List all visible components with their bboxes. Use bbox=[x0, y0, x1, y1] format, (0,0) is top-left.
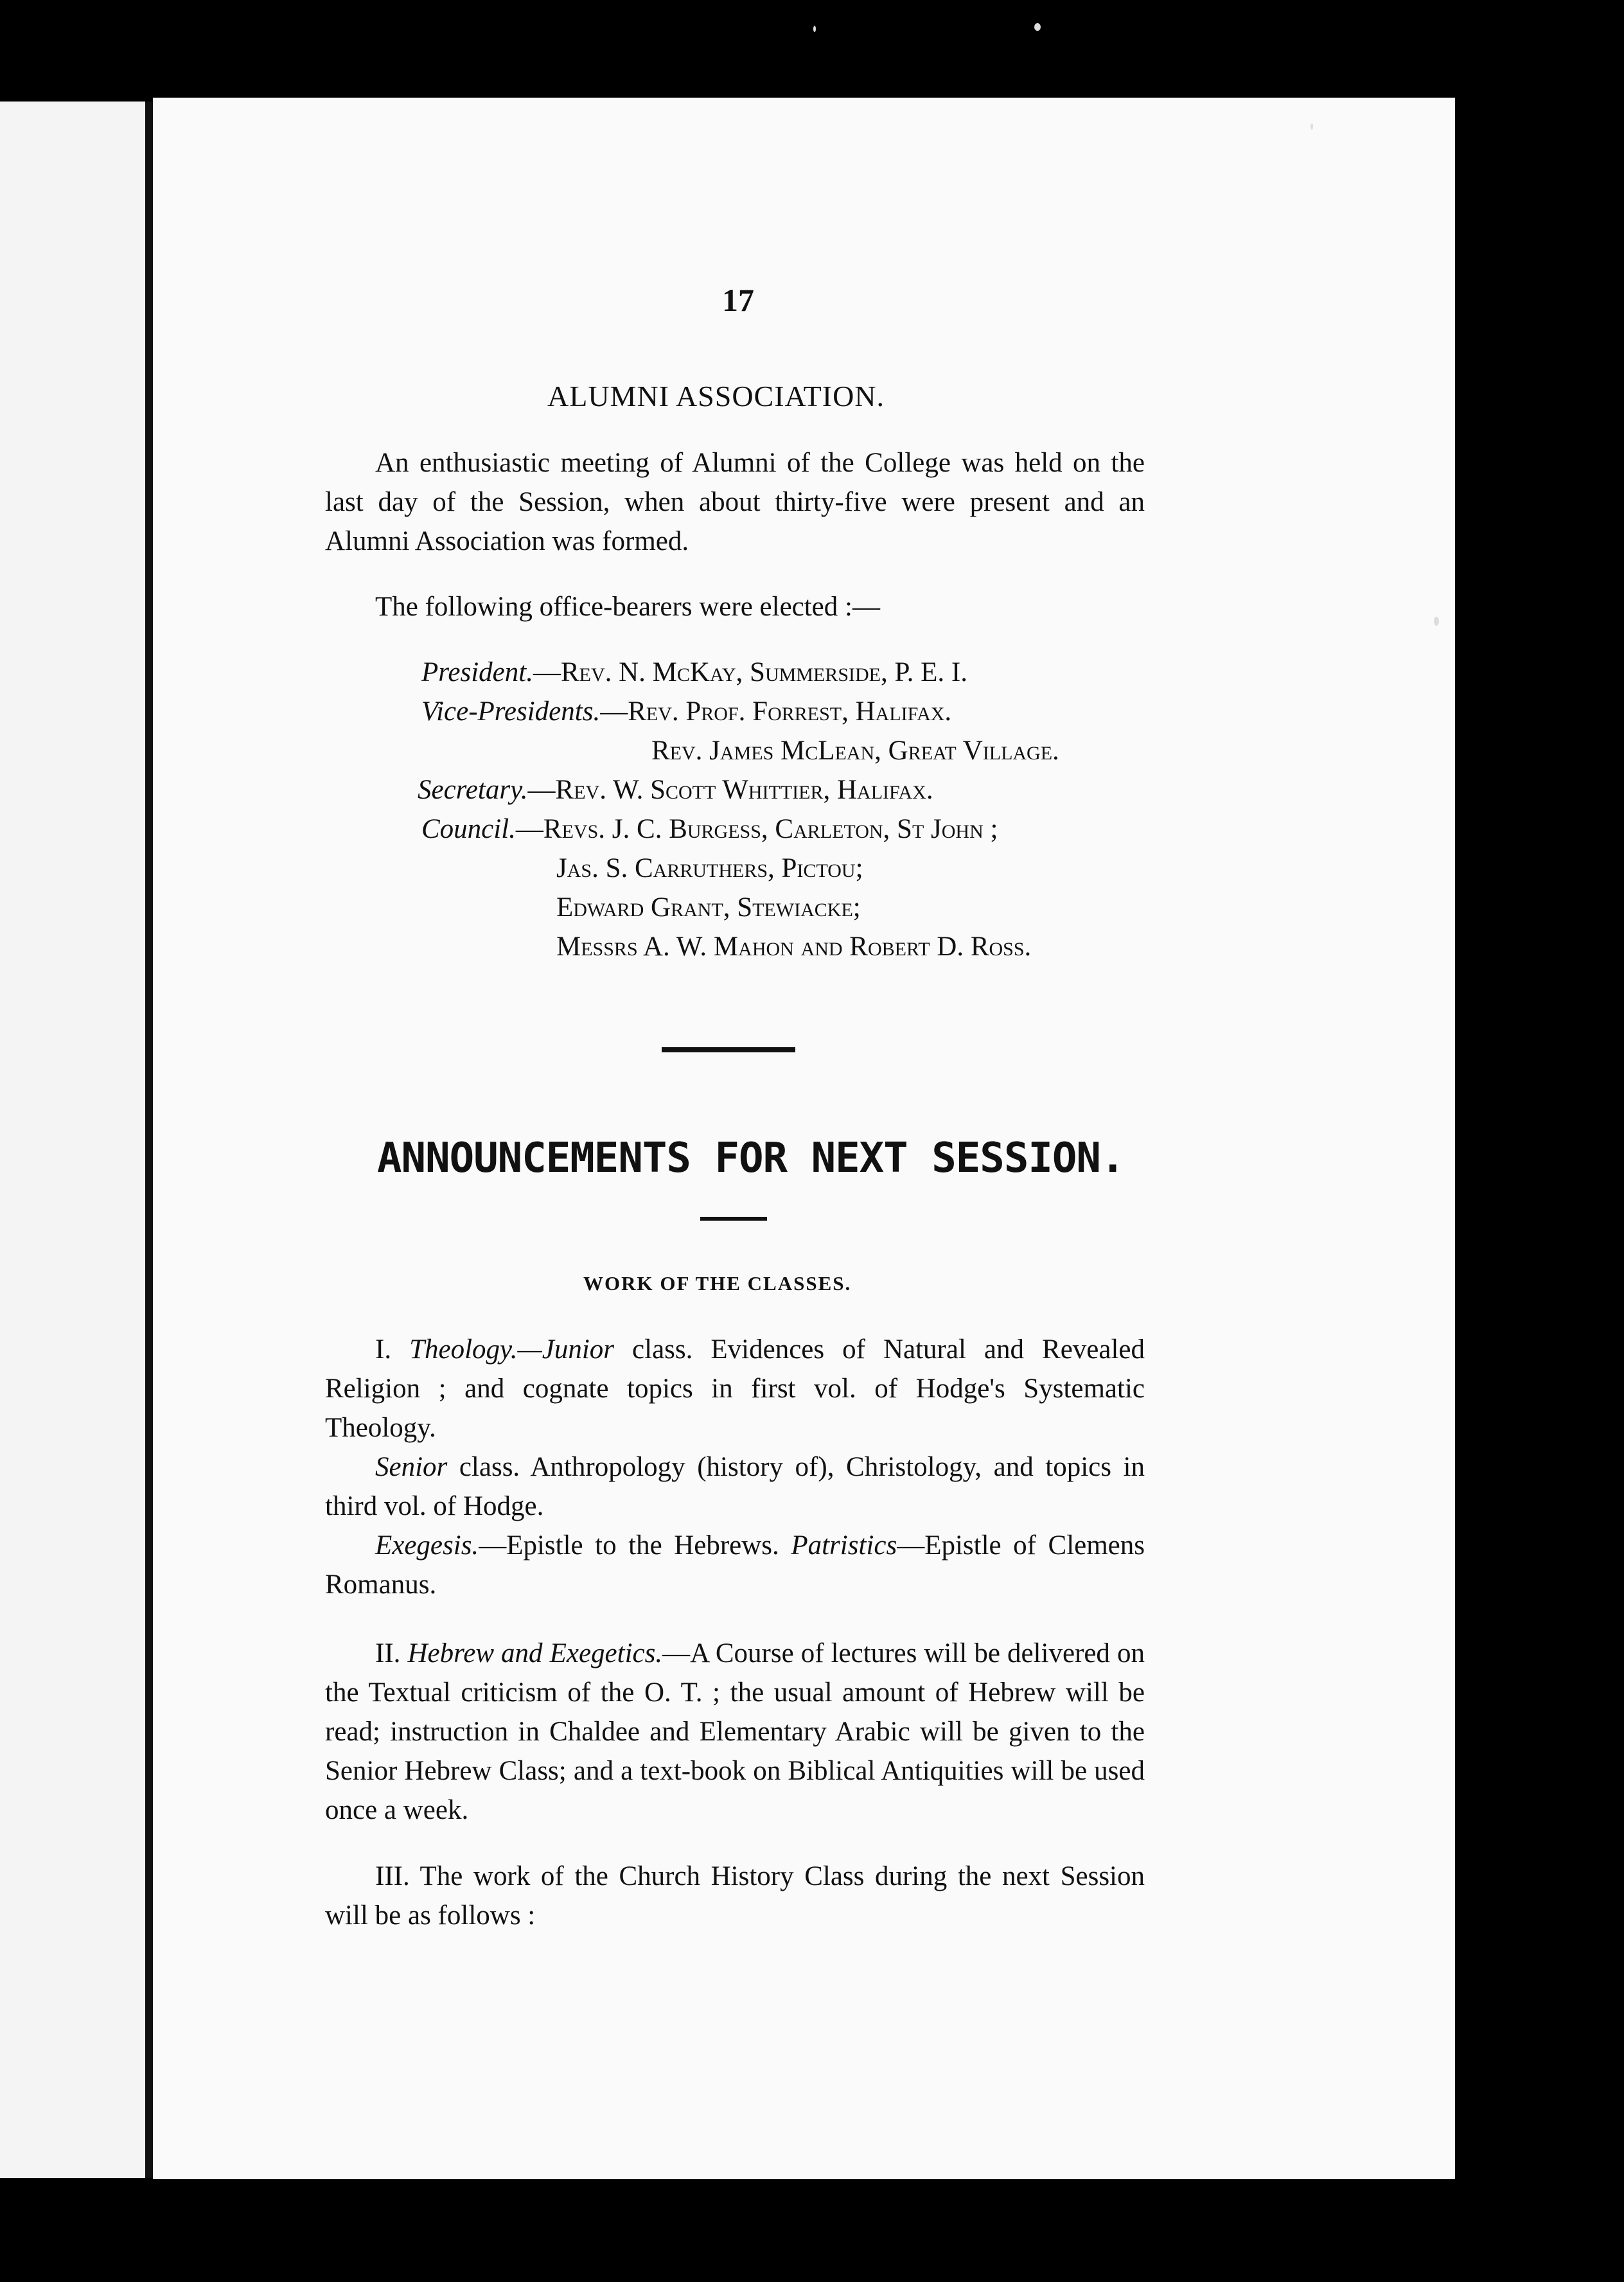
church-history-text: The work of the Church History Class during the next Session will be as follows : bbox=[325, 1861, 1145, 1931]
officer-text: Jas. S. Carruthers, Pictou; bbox=[556, 853, 863, 883]
officer-text: —Rev. W. Scott Whittier, Halifax. bbox=[527, 775, 933, 805]
short-rule bbox=[700, 1217, 767, 1221]
exegesis-text: —Epistle to the Hebrews. bbox=[479, 1530, 791, 1561]
officer-council bbox=[421, 813, 998, 845]
officer-vice-president-2 bbox=[651, 735, 1059, 766]
alumni-intro-paragraph: An enthusiastic meeting of Alumni of the College was held on the last day of the Session, when about thirty-five were present and an Alumni Association was formed. bbox=[325, 448, 1145, 556]
section-rule bbox=[662, 1047, 795, 1052]
facing-page-edge bbox=[0, 102, 149, 2178]
speck bbox=[1311, 123, 1313, 130]
senior-text: class. Anthropology (history of), Christology, and topics in third vol. of Hodge. bbox=[325, 1452, 1145, 1521]
hebrew-title: Hebrew and Exegetics. bbox=[407, 1638, 663, 1668]
hebrew-text: —A Course of lectures will be delivered on the Textual criticism of the O. T. ; the usual amount of Hebrew will be read; instruction in Chaldee and Elementary Arabic will be given to the Senior Hebrew Class; and a text-book on Biblical Antiquities will be used once a week. bbox=[325, 1638, 1145, 1825]
junior-label: —Junior bbox=[517, 1334, 615, 1365]
speck bbox=[1434, 617, 1439, 626]
work-subheading: WORK OF THE CLASSES. bbox=[583, 1272, 852, 1295]
officer-text: Messrs A. W. Mahon and Robert D. Ross. bbox=[556, 932, 1032, 962]
officer-role: Council. bbox=[421, 814, 516, 844]
officer-president bbox=[421, 657, 967, 688]
officer-council-3 bbox=[556, 892, 861, 923]
officer-vice-president bbox=[421, 696, 951, 727]
section-number: III. bbox=[375, 1861, 410, 1891]
officer-text: —Revs. J. C. Burgess, Carleton, St John ; bbox=[515, 814, 998, 844]
officer-role: President. bbox=[421, 657, 533, 687]
page-number: 17 bbox=[722, 282, 754, 318]
officer-council-4 bbox=[556, 931, 1031, 962]
announcements-heading: ANNOUNCEMENTS FOR NEXT SESSION. bbox=[377, 1135, 1125, 1182]
officer-text: —Rev. Prof. Forrest, Halifax. bbox=[600, 696, 952, 727]
theology-title: Theology. bbox=[409, 1334, 518, 1365]
hebrew-paragraph bbox=[325, 1634, 1145, 1830]
elected-line: The following office-bearers were elected :— bbox=[375, 592, 880, 622]
officer-secretary bbox=[418, 774, 933, 806]
section-number: I. bbox=[375, 1334, 392, 1365]
officer-role: Vice-Presidents. bbox=[421, 696, 601, 727]
officer-text: Rev. James McLean, Great Village. bbox=[651, 736, 1059, 766]
senior-label: Senior bbox=[375, 1452, 448, 1482]
alumni-heading: ALUMNI ASSOCIATION. bbox=[547, 380, 885, 412]
speck bbox=[813, 26, 816, 32]
speck bbox=[1034, 23, 1041, 31]
exegesis-label: Exegesis. bbox=[375, 1530, 479, 1561]
officer-role: Secretary. bbox=[418, 775, 528, 805]
officer-council-2 bbox=[556, 853, 863, 884]
section-number: II. bbox=[375, 1638, 401, 1668]
church-history-paragraph bbox=[325, 1857, 1145, 1935]
patristics-text: —Epistle of Clemens Romanus. bbox=[325, 1530, 1145, 1600]
patristics-label: Patristics bbox=[791, 1530, 897, 1561]
exegesis-paragraph bbox=[325, 1526, 1145, 1604]
officer-text: Edward Grant, Stewiacke; bbox=[556, 892, 861, 923]
senior-paragraph bbox=[325, 1447, 1145, 1526]
junior-text: class. Evidences of Natural and Revealed Religion ; and cognate topics in first vol. of Hodge's Systematic Theology. bbox=[325, 1334, 1145, 1443]
officer-text: —Rev. N. McKay, Summerside, P. E. I. bbox=[533, 657, 967, 687]
theology-paragraph bbox=[325, 1330, 1145, 1447]
